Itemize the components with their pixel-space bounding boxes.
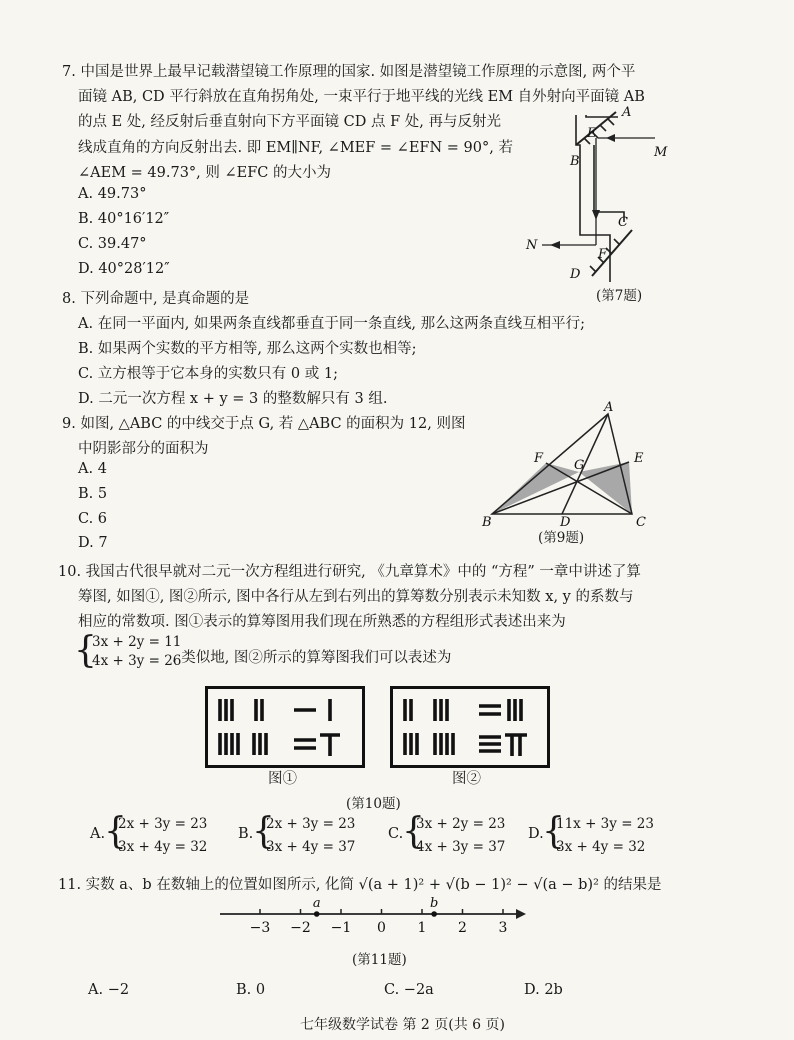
q10-option-b-eq2: 3x + 4y = 37 (266, 839, 356, 855)
q10-figure-2-caption: 图② (452, 771, 481, 787)
q8-option-b[interactable]: B. 如果两个实数的平方相等, 那么这两个实数也相等; (78, 341, 417, 357)
q10-option-b-letter: B. (238, 826, 254, 842)
q10-stem-line4: . 类似地, 图②所示的算筹图我们可以表述为 (172, 650, 452, 666)
q11-option-d[interactable]: D. 2b (524, 982, 563, 998)
page-footer: 七年级数学试卷 第 2 页(共 6 页) (300, 1017, 505, 1033)
q11-label-a: a (312, 896, 321, 911)
q8-option-a[interactable]: A. 在同一平面内, 如果两条直线都垂直于同一条直线, 那么这两条直线互相平行; (78, 316, 586, 332)
q10-stem-line1: 10. 我国古代很早就对二元一次方程组进行研究, 《九章算术》中的 “方程” 一章中讲述了算 (58, 564, 641, 580)
q9-label-a: A (604, 400, 614, 415)
q10-option-a-eq1: 2x + 3y = 23 (118, 816, 208, 832)
q7-label-e: E (587, 126, 597, 141)
q7-label-b: B (570, 154, 580, 169)
q7-label-m: M (654, 145, 668, 160)
q9-label-c: C (636, 515, 646, 530)
q11-point-a (314, 911, 320, 917)
q10-option-c-brace: { (402, 811, 425, 852)
q11-tick-label: −2 (290, 920, 311, 936)
q10-option-b-eq1: 2x + 3y = 23 (266, 816, 356, 832)
q10-counting-rods-figure-2 (390, 686, 550, 768)
q9-stem-line2: 中阴影部分的面积为 (78, 441, 209, 457)
q11-stem: 11. 实数 a、b 在数轴上的位置如图所示, 化简 √(a + 1)² + √(b − 1)² − √(a − b)² 的结果是 (58, 877, 662, 893)
q11-label-b: b (429, 896, 439, 911)
q7-label-f: F (598, 247, 608, 262)
q10-option-b-brace: { (252, 811, 275, 852)
q10-system-eq2: 4x + 3y = 26 (92, 653, 182, 669)
q11-point-b (431, 911, 437, 917)
q10-stem-line2: 筹图, 如图①, 图②所示, 图中各行从左到右列出的算筹数分别表示未知数 x, y 的系数与 (78, 589, 634, 605)
q9-label-d: D (560, 515, 571, 530)
q9-label-g: G (574, 458, 585, 473)
q10-system-eq1: 3x + 2y = 11 (92, 634, 182, 650)
q9-figure-caption: (第9题) (538, 530, 585, 546)
q11-option-a[interactable]: A. −2 (88, 982, 130, 998)
q7-label-d: D (570, 267, 581, 282)
q7-stem-line4: 线成直角的方向反射出去. 即 EM∥NF, ∠MEF = ∠EFN = 90°, 若 (78, 140, 513, 156)
q9-label-f: F (534, 451, 544, 466)
q7-option-d[interactable]: D. 40°28′12″ (78, 261, 170, 277)
q7-option-c[interactable]: C. 39.47° (78, 236, 147, 252)
q9-label-b: B (482, 515, 492, 530)
q11-tick-label: 3 (498, 920, 508, 936)
q7-stem-line2: 面镜 AB, CD 平行斜放在直角拐角处, 一束平行于地平线的光线 EM 自外射向平面镜 AB (78, 89, 645, 105)
q7-label-c: C (618, 215, 628, 230)
q9-option-c[interactable]: C. 6 (78, 511, 108, 527)
q10-figure-1-caption: 图① (268, 771, 297, 787)
q10-stem-line3: 相应的常数项. 图①表示的算筹图用我们现在所熟悉的方程组形式表述出来为 (78, 614, 566, 630)
q10-option-c-eq2: 4x + 3y = 37 (416, 839, 506, 855)
q11-tick-label: 2 (458, 920, 467, 936)
q10-option-a-eq2: 3x + 4y = 32 (118, 839, 208, 855)
q11-tick-label: 1 (417, 920, 427, 936)
q10-system-brace: { (74, 630, 97, 671)
q10-option-d-letter: D. (528, 826, 544, 842)
q11-tick-label: −1 (330, 920, 352, 936)
q8-option-d[interactable]: D. 二元一次方程 x + y = 3 的整数解只有 3 组. (78, 391, 388, 407)
q11-figure-caption: (第11题) (352, 952, 407, 968)
q10-option-c-letter: C. (388, 826, 404, 842)
q10-option-d-eq1: 11x + 3y = 23 (556, 816, 654, 832)
q7-stem-line5: ∠AEM = 49.73°, 则 ∠EFC 的大小为 (78, 165, 332, 181)
q10-counting-rods-figure-1 (205, 686, 365, 768)
q9-option-a[interactable]: A. 4 (78, 461, 107, 477)
q11-tick-label: 0 (377, 920, 386, 936)
q11-number-line (220, 898, 530, 938)
q7-option-b[interactable]: B. 40°16′12″ (78, 211, 170, 227)
q9-option-d[interactable]: D. 7 (78, 535, 108, 551)
q10-option-a-letter: A. (90, 826, 106, 842)
q10-figure-caption: (第10题) (346, 796, 401, 812)
q10-option-c-eq1: 3x + 2y = 23 (416, 816, 506, 832)
q10-option-a-brace: { (104, 811, 127, 852)
q7-option-a[interactable]: A. 49.73° (78, 186, 147, 202)
q8-stem: 8. 下列命题中, 是真命题的是 (62, 291, 250, 307)
q8-option-c[interactable]: C. 立方根等于它本身的实数只有 0 或 1; (78, 366, 338, 382)
q9-option-b[interactable]: B. 5 (78, 486, 108, 502)
q11-tick-label: −3 (249, 920, 271, 936)
q7-stem-line1: 7. 中国是世界上最早记载潜望镜工作原理的国家. 如图是潜望镜工作原理的示意图, 两个平 (62, 64, 636, 80)
q10-option-d-eq2: 3x + 4y = 32 (556, 839, 646, 855)
q9-label-e: E (634, 451, 644, 466)
q7-stem-line3: 的点 E 处, 经反射后垂直射向下方平面镜 CD 点 F 处, 再与反射光 (78, 114, 501, 130)
q11-option-c[interactable]: C. −2a (384, 982, 434, 998)
q11-option-b[interactable]: B. 0 (236, 982, 266, 998)
q7-label-n: N (526, 238, 538, 253)
q7-label-a: A (622, 105, 632, 120)
q9-stem-line1: 9. 如图, △ABC 的中线交于点 G, 若 △ABC 的面积为 12, 则图 (62, 416, 466, 432)
q9-triangle-figure (480, 402, 660, 532)
q7-periscope-figure (520, 100, 680, 300)
q7-figure-caption: (第7题) (596, 288, 643, 304)
q10-option-d-brace: { (542, 811, 565, 852)
